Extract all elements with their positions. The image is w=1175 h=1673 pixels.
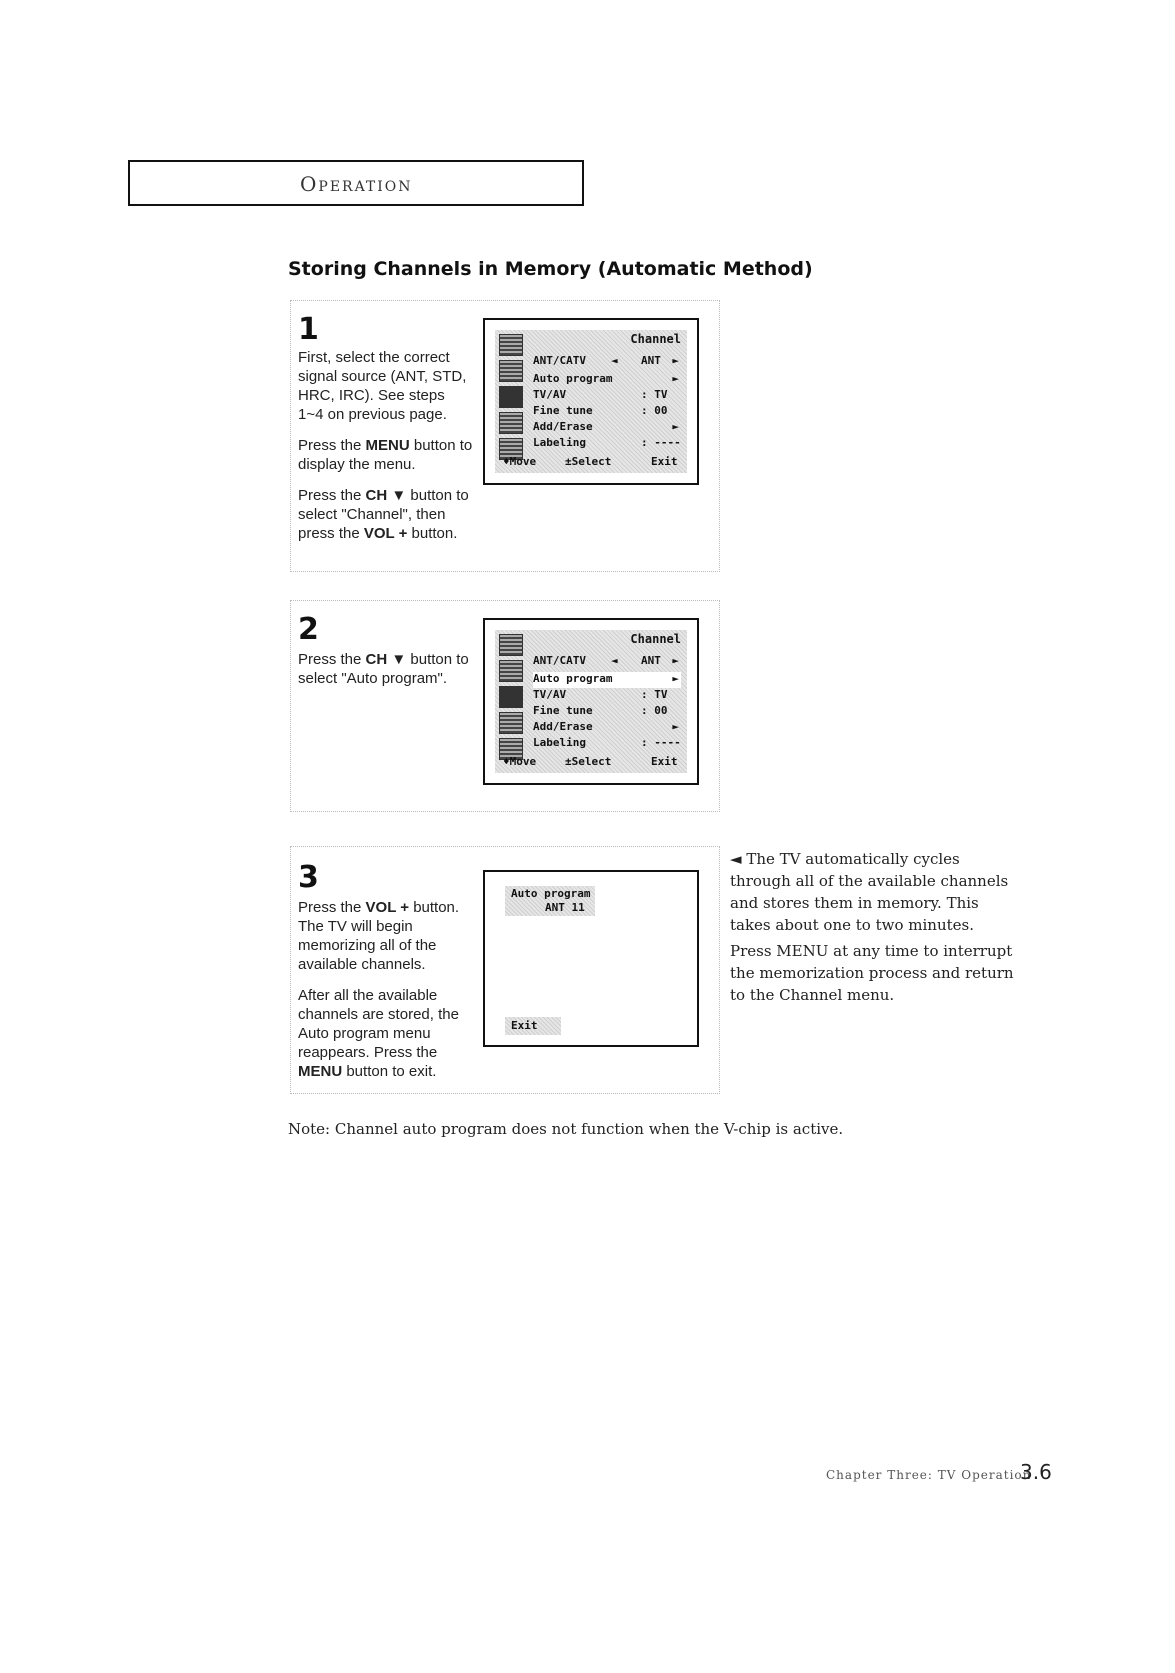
row-value: ANT xyxy=(641,654,661,667)
menu-row-add-erase xyxy=(533,720,681,736)
footer-select: ±Select xyxy=(565,755,612,768)
auto-program-channel: ANT 11 xyxy=(545,901,585,914)
step-bold-term: VOL + xyxy=(365,899,410,916)
menu-footer xyxy=(503,755,683,771)
side-note xyxy=(730,848,1020,1010)
row-label: Fine tune xyxy=(533,404,593,417)
step-text-span: button. The TV will begin memorizing all of the available channels. xyxy=(298,899,460,973)
row-value: : ---- xyxy=(641,436,681,449)
section-header-box xyxy=(128,160,584,206)
step-2-text xyxy=(298,650,473,700)
tv-menu-panel xyxy=(495,330,687,473)
menu-title: Channel xyxy=(630,632,681,646)
menu-row-ant-catv xyxy=(533,654,681,670)
step-text-span: Press the xyxy=(298,899,366,916)
right-arrow-icon: ► xyxy=(672,354,679,367)
tv-auto-program-screen xyxy=(483,870,699,1047)
menu-row-auto-program-selected xyxy=(533,672,681,688)
side-note-paragraph xyxy=(730,848,1020,936)
row-label: Add/Erase xyxy=(533,420,593,433)
row-label: Labeling xyxy=(533,436,586,449)
step-text-span: button. xyxy=(407,525,458,542)
footer-move: ♦Move xyxy=(503,755,537,768)
step-text-span: Press the xyxy=(298,651,366,668)
menu-row-ant-catv xyxy=(533,354,681,370)
sound-icon xyxy=(499,360,523,382)
menu-row-labeling xyxy=(533,736,681,752)
function-icon xyxy=(499,712,523,734)
tv-menu-screen-1 xyxy=(483,318,699,485)
menu-footer xyxy=(503,455,683,471)
auto-program-exit xyxy=(505,1017,561,1035)
row-label: ANT/CATV xyxy=(533,654,586,667)
footer-exit: Exit xyxy=(651,455,678,468)
menu-icon-column xyxy=(499,634,525,764)
pointer-arrow-icon: ◄ xyxy=(730,850,742,868)
page-number: 3.6 xyxy=(1020,1460,1052,1484)
channel-icon xyxy=(499,386,523,408)
step-bold-term: CH ▼ xyxy=(365,651,407,668)
menu-title: Channel xyxy=(630,332,681,346)
step-3-number: 3 xyxy=(298,860,319,895)
step-text-span: button to select "Auto program". xyxy=(298,651,469,687)
right-arrow-icon: ► xyxy=(672,672,679,685)
row-value: ANT xyxy=(641,354,661,367)
step-1-paragraph xyxy=(298,436,473,474)
auto-program-title: Auto program xyxy=(511,887,591,900)
step-text-span: button to display the menu. xyxy=(298,437,473,473)
vchip-note: Note: Channel auto program does not function when the V-chip is active. xyxy=(288,1120,844,1138)
step-bold-term: MENU xyxy=(298,1063,343,1080)
menu-row-labeling xyxy=(533,436,681,452)
footer-select: ±Select xyxy=(565,455,612,468)
page-heading: Storing Channels in Memory (Automatic Method) xyxy=(288,258,813,280)
menu-row-fine-tune xyxy=(533,404,681,420)
side-note-paragraph xyxy=(730,940,1020,1006)
row-label: Auto program xyxy=(533,372,613,385)
footer-exit: Exit xyxy=(651,755,678,768)
menu-row-tv-av xyxy=(533,688,681,704)
row-label: ANT/CATV xyxy=(533,354,586,367)
footer-move: ♦Move xyxy=(503,455,537,468)
step-text-span: Press the xyxy=(298,437,366,454)
step-bold-term: CH ▼ xyxy=(365,487,407,504)
step-2-number: 2 xyxy=(298,612,319,647)
right-arrow-icon: ► xyxy=(672,654,679,667)
row-value: : ---- xyxy=(641,736,681,749)
row-label: TV/AV xyxy=(533,688,567,701)
menu-icon-column xyxy=(499,334,525,464)
row-label: Fine tune xyxy=(533,704,593,717)
step-1-text xyxy=(298,348,473,555)
chapter-footer: Chapter Three: TV Operation xyxy=(826,1468,1032,1482)
row-label: TV/AV xyxy=(533,388,567,401)
row-label: Labeling xyxy=(533,736,586,749)
side-note-text: Press MENU at any time to interrupt the memorization process and return to the Channel menu. xyxy=(730,942,1014,1004)
menu-row-auto-program xyxy=(533,372,681,388)
exit-label: Exit xyxy=(511,1019,538,1032)
side-note-text: The TV automatically cycles through all of the available channels and stores them in memory. This takes about one to two minutes. xyxy=(730,850,1009,934)
section-title: Operation xyxy=(300,172,413,196)
step-bold-term: MENU xyxy=(365,437,410,454)
sound-icon xyxy=(499,660,523,682)
row-value: : TV xyxy=(641,388,668,401)
menu-row-fine-tune xyxy=(533,704,681,720)
tv-menu-panel xyxy=(495,630,687,773)
function-icon xyxy=(499,412,523,434)
row-label: Auto program xyxy=(533,672,613,685)
step-3-text xyxy=(298,898,473,1093)
right-arrow-icon: ► xyxy=(672,420,679,433)
right-arrow-icon: ► xyxy=(672,372,679,385)
step-text-span: button to select "Channel", then press the xyxy=(298,487,469,542)
channel-icon xyxy=(499,686,523,708)
step-text-span: First, select the correct signal source (ANT, STD, HRC, IRC). See steps 1~4 on previous page. xyxy=(298,349,467,423)
step-1-paragraph xyxy=(298,486,473,543)
menu-row-add-erase xyxy=(533,420,681,436)
picture-icon xyxy=(499,634,523,656)
auto-program-status xyxy=(505,886,595,916)
step-text-span: After all the available channels are stored, the Auto program menu reappears. Press the xyxy=(298,987,459,1061)
picture-icon xyxy=(499,334,523,356)
step-3-paragraph xyxy=(298,986,473,1081)
step-3-paragraph xyxy=(298,898,473,974)
step-bold-term: VOL + xyxy=(363,525,408,542)
left-arrow-icon: ◄ xyxy=(611,354,618,367)
step-1-number: 1 xyxy=(298,312,319,347)
tv-menu-screen-2 xyxy=(483,618,699,785)
step-2-paragraph xyxy=(298,650,473,688)
step-1-paragraph xyxy=(298,348,473,424)
row-value: : 00 xyxy=(641,404,668,417)
left-arrow-icon: ◄ xyxy=(611,654,618,667)
row-value: : 00 xyxy=(641,704,668,717)
right-arrow-icon: ► xyxy=(672,720,679,733)
menu-row-tv-av xyxy=(533,388,681,404)
step-text-span: button to exit. xyxy=(342,1063,437,1080)
row-label: Add/Erase xyxy=(533,720,593,733)
step-text-span: Press the xyxy=(298,487,366,504)
row-value: : TV xyxy=(641,688,668,701)
